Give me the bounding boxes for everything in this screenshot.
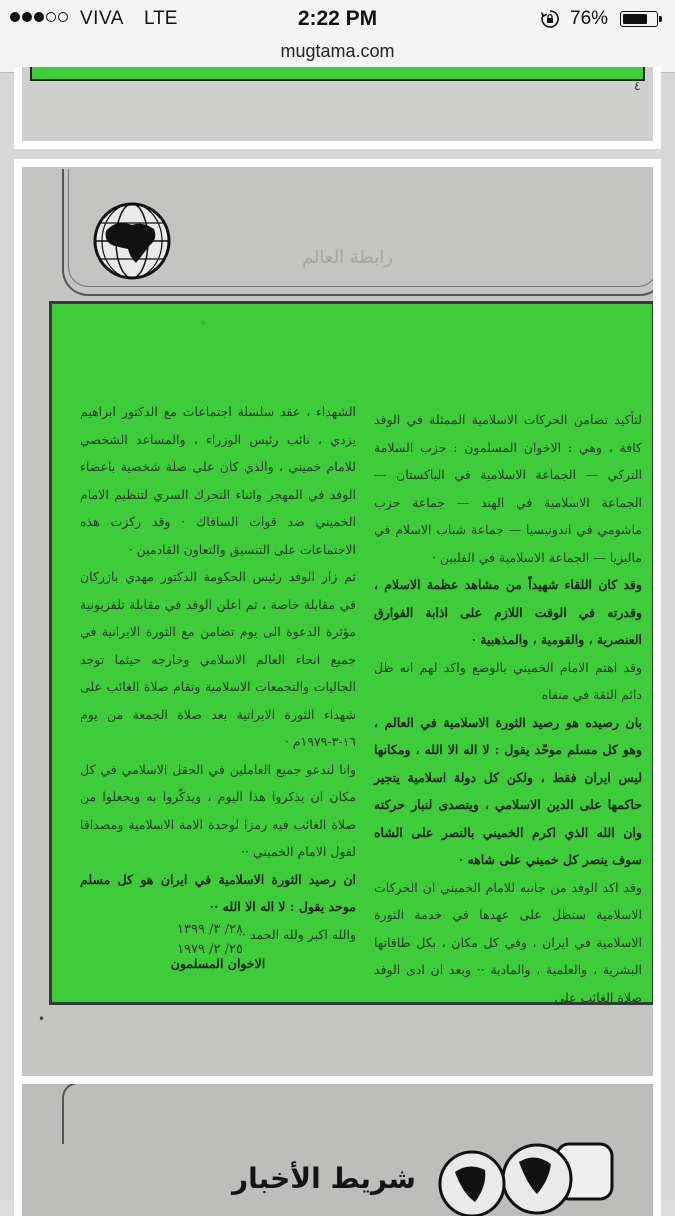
article-paragraph: ان رصيد الثورة الاسلامية في ايران هو كل مسلم موحد يقول : لا اله الا الله ·· [80, 871, 356, 914]
scan-speck: ◦ [200, 316, 208, 330]
news-globes-icon [427, 1124, 627, 1216]
globe-logo-icon [92, 201, 172, 281]
previous-page-image [14, 67, 661, 149]
carrier-name: VIVA [80, 8, 124, 29]
article-page-image [14, 159, 661, 1141]
article-paragraph: والله اكبر ولله الحمد ·· [238, 926, 356, 942]
page-content [0, 73, 675, 1200]
article-dates [140, 920, 280, 960]
network-type: LTE [144, 8, 178, 29]
article-paragraph: بان رصيده هو رصيد الثورة الاسلامية في العالم ، وهو كل مسلم موحّد يقول : لا اله الا الله ، ومكانها ليس ايران فقط ، ولكن كل دولة اسلامية يتجير حاكمها على الدين الاسلامي ، ويتصدى لنبار حركته وان الله الذي اكرم الخميني بالنصر على الشاه سوف ينصر كل خميني على شاهه · [374, 714, 642, 867]
news-ticker-title: شريط الأخبار [232, 1162, 416, 1195]
faint-header-text: رابطة العالم [302, 247, 393, 268]
previous-green-panel [30, 67, 645, 81]
article-signature: الاخوان المسلمون [170, 956, 266, 971]
green-article-panel [38, 301, 653, 1026]
article-paragraph: وقد كان اللقاء شهيداً من مشاهد عظمة الاسلام ، وقدرته في الوقت اللازم على اذابة الفوارق العنصرية ، والقومية ، والمذهبية · [374, 577, 642, 647]
date-gregorian: ٢٥/ ٢/ ١٩٧٩ [177, 942, 243, 957]
article-paragraph: ثم زار الوفد رئيس الحكومة الدكتور مهدي بازركان في مقابلة خاصة ، ثم اعلن الوفد في مقابلة تلفزيونية مؤثرة الدعوة الى يوم تضامن مع الثورة الايرانية في جميع انحاء العالم الاسلامي وخارجه حيثما توجد الجاليات والتجمعات الاسلامية وتقام صلاة الغائب على شهداء الثورة الايرانية بعد صلاة الجمعة من يوم ١٦-٣-١٩٧٩م · [80, 569, 356, 749]
previous-page-scan [22, 67, 653, 141]
article-left-column [80, 398, 356, 978]
clock: 2:22 PM [297, 7, 378, 30]
battery-icon [620, 11, 658, 27]
article-paragraph: وقد اهتم الامام الخميني بالوضع واكد لهم انه ظل دائم الثقة في منفاه [374, 659, 642, 702]
date-hijri: ٢٨/ ٣/ ١٣٩٩ [177, 922, 243, 937]
article-scan [22, 167, 653, 1133]
next-page-scan [22, 1084, 653, 1216]
next-page-image [14, 1076, 661, 1216]
url-text[interactable]: mugtama.com [280, 41, 395, 61]
article-paragraph: لتأكيد تضامن الحركات الاسلامية الممثلة في الوفد كافة ، وهي : الاخوان المسلمون : حزب السلامة التركي — الجماعة الاسلامية في الباكستان — الجماعة الاسلامية في الهند — جماعة حزب ماشومي في اندونيسيا — جماعة شباب الاسلام في ماليزيا — الجماعة الاسلامية في الفلبين · [374, 412, 642, 565]
article-paragraph: وقد اكد الوفد من جانبه للامام الخميني ان الحركات الاسلامية ستظل على عهدها في خدمة الثورة الاسلامية في ايران ، وفي كل مكان ، بكل طاقاتها البشرية ، والعلمية ، والمادية ·· وبعد ان ادى الوفد صلاة الغائب على [374, 879, 642, 1005]
article-right-column [374, 406, 642, 1011]
status-bar [0, 0, 675, 38]
article-paragraph: وانا لندعو جميع العاملين في الحقل الاسلامي في كل مكان ان يذكروا هذا اليوم ، ويذكّروا به ويجعلوا من صلاة الغائب فيه رمزا لوحدة الامة الاسلامية ومصداقا لقول الامام الخميني ·· [80, 761, 356, 859]
scan-speck: • [38, 1012, 46, 1026]
battery-percent: 76% [570, 8, 609, 29]
rotation-lock-icon [540, 9, 560, 29]
page-number: ٤ [634, 79, 641, 93]
article-paragraph: الشهداء ، عقد سلسلة اجتماعات مع الدكتور ابراهيم يزدي ، نائب رئيس الوزراء ، والمساعد الشخصي للامام خميني ، والذي كان على صلة شخصية باعضاء الوفد في المهجر واثناء التحرك السري لتنظيم الامام الخميني ضد قوات السافاك · وقد ركزت هذه الاجتماعات على التنسيق والتعاون القادمين · [80, 404, 356, 557]
